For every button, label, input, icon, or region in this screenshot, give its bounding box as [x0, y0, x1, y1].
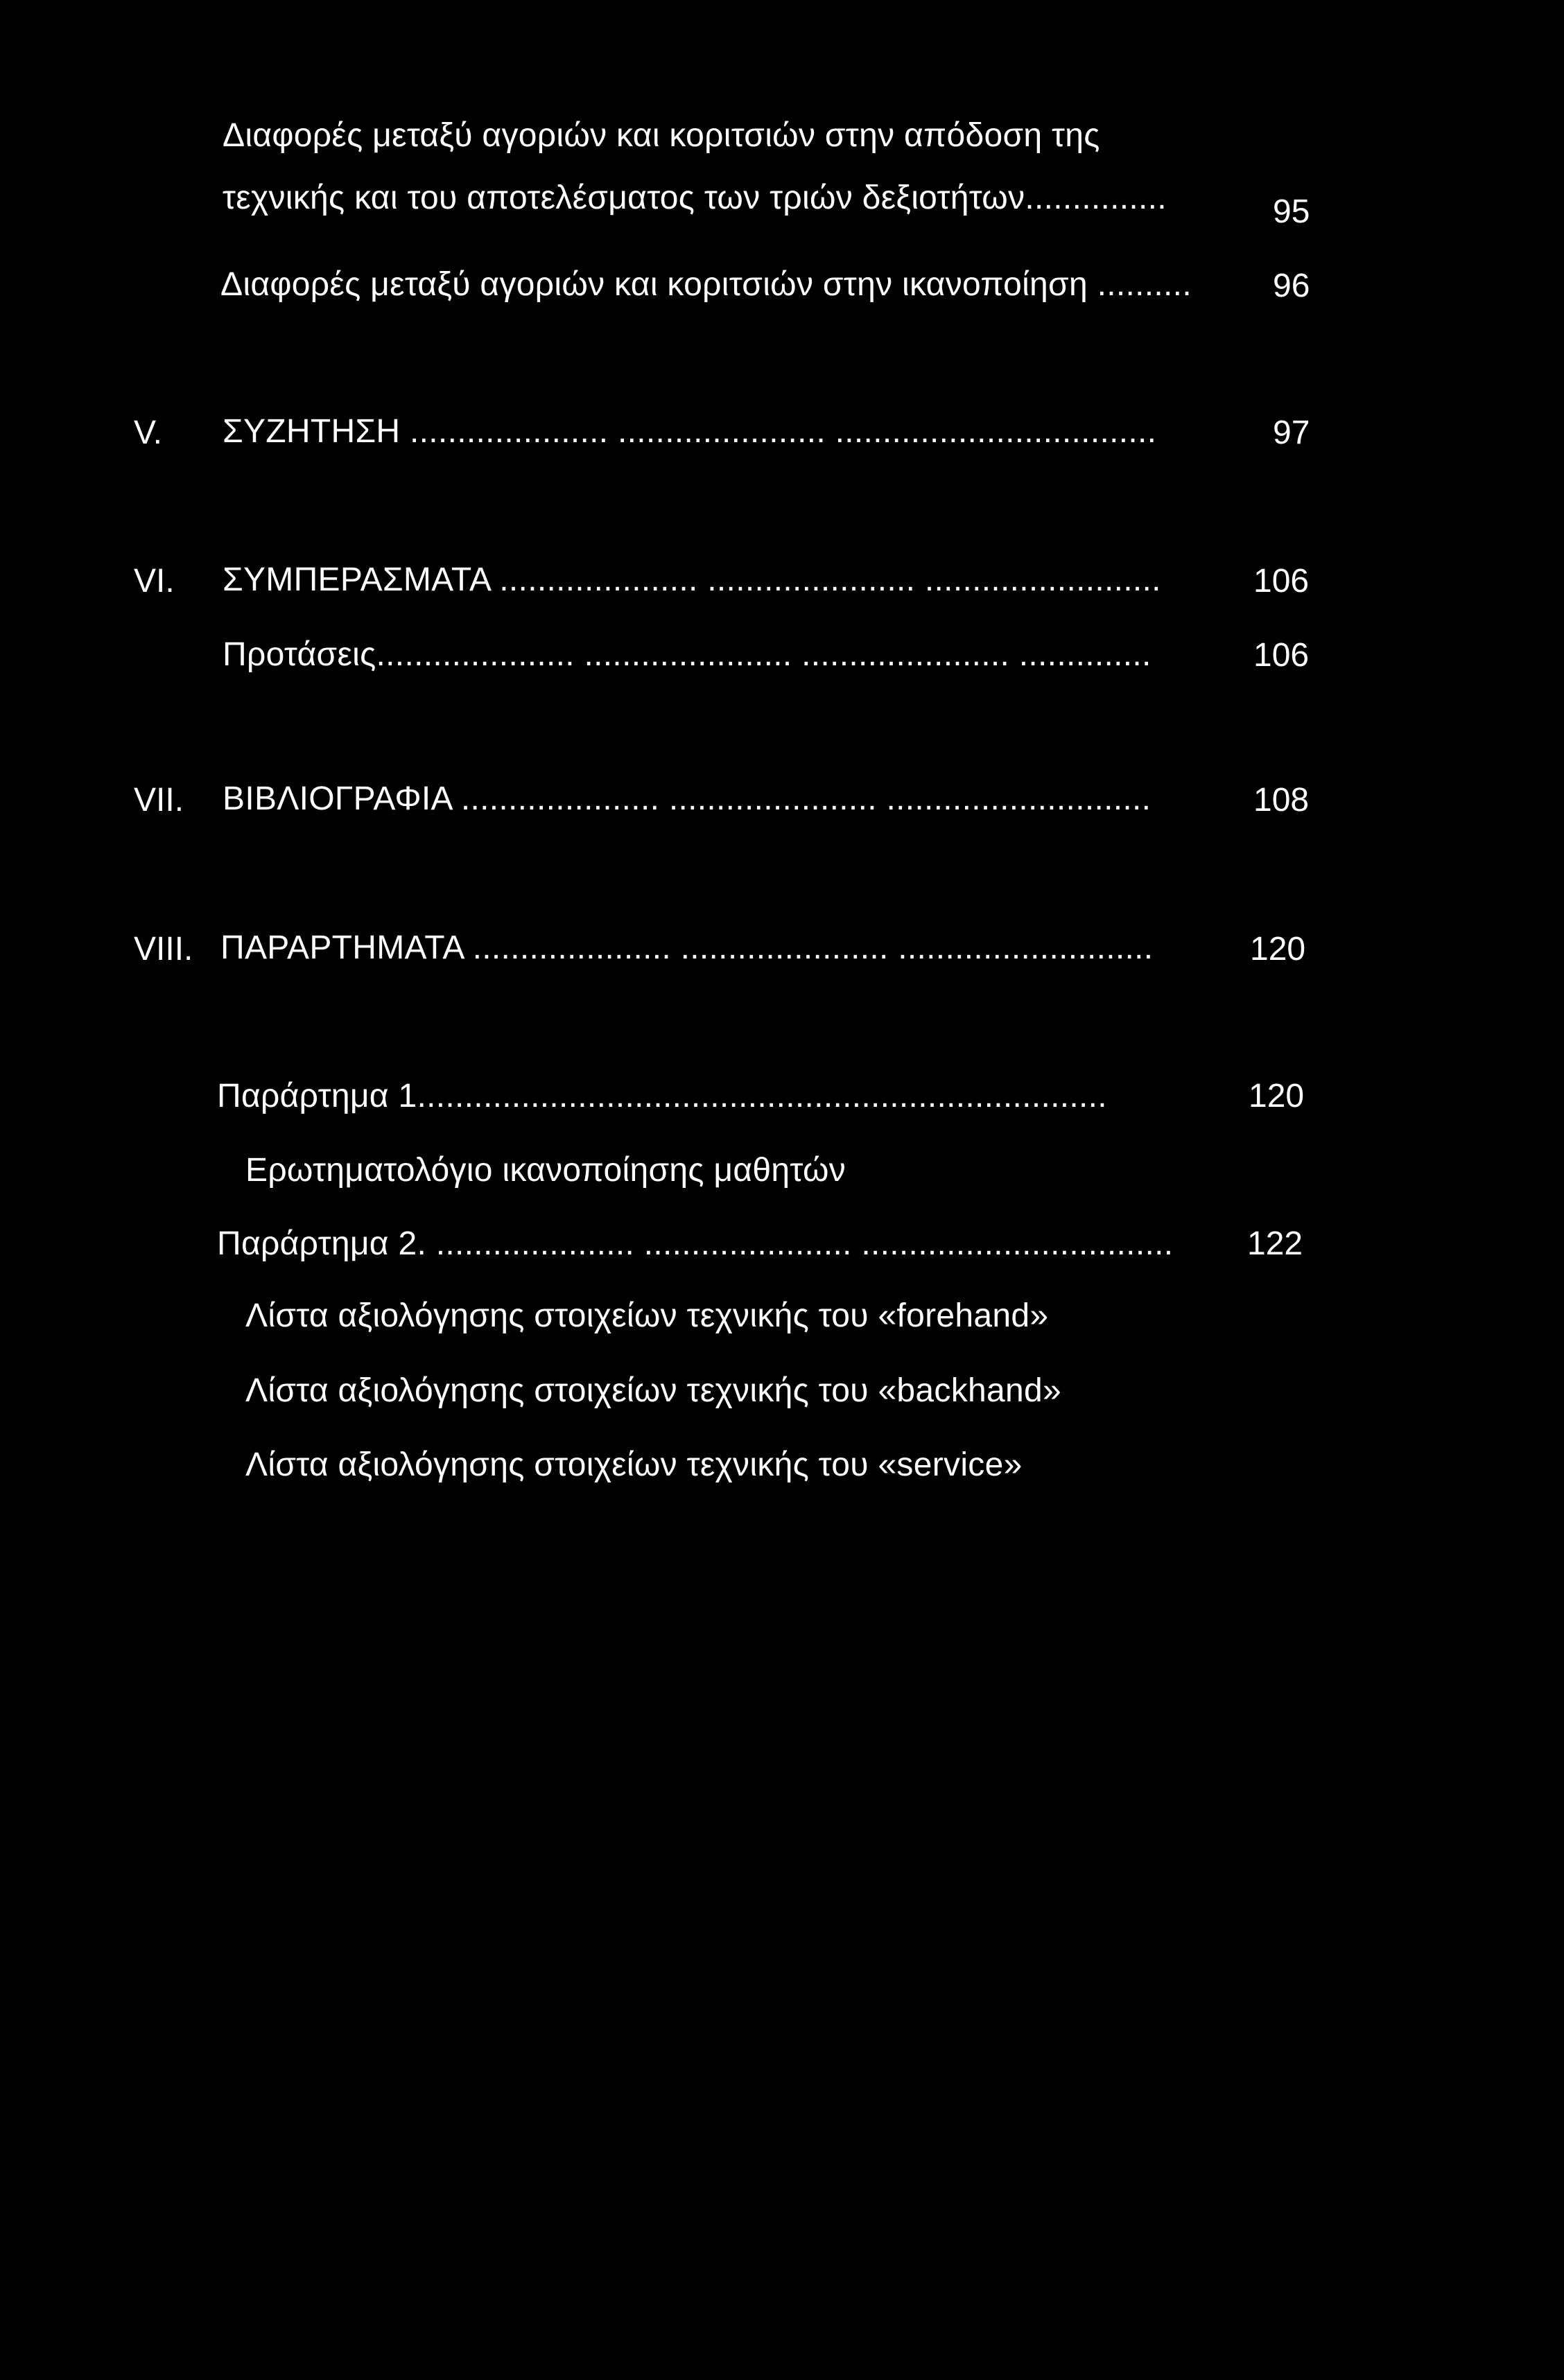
toc-entry-text: Παράρτημα 2. ..................... ...................... ................................. [217, 1225, 1174, 1262]
toc-entry-text: Λίστα αξιολόγησης στοιχείων τεχνικής του «forehand» [245, 1297, 1049, 1334]
toc-entry-text: τεχνικής και του αποτελέσματος των τριών δεξιοτήτων............... [223, 180, 1167, 216]
chapter-numeral: VI. [134, 563, 175, 600]
toc-entry-text: Λίστα αξιολόγησης στοιχείων τεχνικής του «backhand» [245, 1372, 1062, 1409]
toc-entry-text: ΣΥΜΠΕΡΑΣΜΑΤΑ ..................... ...................... ......................... [223, 561, 1161, 598]
toc-page-number: 108 [1253, 782, 1310, 819]
toc-page-number: 95 [1273, 193, 1310, 230]
toc-entry-text: Προτάσεις..................... ...................... ...................... .............. [223, 636, 1152, 673]
toc-page-number: 120 [1250, 931, 1306, 968]
chapter-numeral: V. [134, 414, 162, 451]
toc-page-number: 122 [1247, 1225, 1303, 1262]
toc-page-number: 106 [1253, 637, 1310, 674]
toc-entry-text: Λίστα αξιολόγησης στοιχείων τεχνικής του «service» [245, 1446, 1023, 1483]
toc-entry-text: ΒΙΒΛΙΟΓΡΑΦΙΑ ..................... ...................... ............................ [223, 780, 1152, 817]
chapter-numeral: VII. [134, 782, 184, 819]
toc-entry-text: Διαφορές μεταξύ αγοριών και κοριτσιών στην απόδοση της [223, 117, 1100, 154]
toc-entry-text: ΠΑΡΑΡΤΗΜΑΤΑ ..................... ...................... ........................... [220, 929, 1154, 966]
chapter-numeral: VIII. [134, 931, 193, 968]
toc-page-number: 96 [1273, 268, 1310, 304]
toc-page-number: 106 [1253, 563, 1310, 600]
toc-page-number: 97 [1273, 414, 1310, 451]
toc-entry-text: Διαφορές μεταξύ αγοριών και κοριτσιών στην ικανοποίηση .......... [220, 266, 1192, 303]
toc-entry-text: Παράρτημα 1......................................................................... [217, 1078, 1107, 1114]
toc-page-number: 120 [1249, 1078, 1305, 1114]
toc-entry-text: Ερωτηματολόγιο ικανοποίησης μαθητών [245, 1152, 846, 1189]
toc-entry-text: ΣΥΖΗΤΗΣΗ ..................... ...................... .................................. [223, 413, 1157, 450]
